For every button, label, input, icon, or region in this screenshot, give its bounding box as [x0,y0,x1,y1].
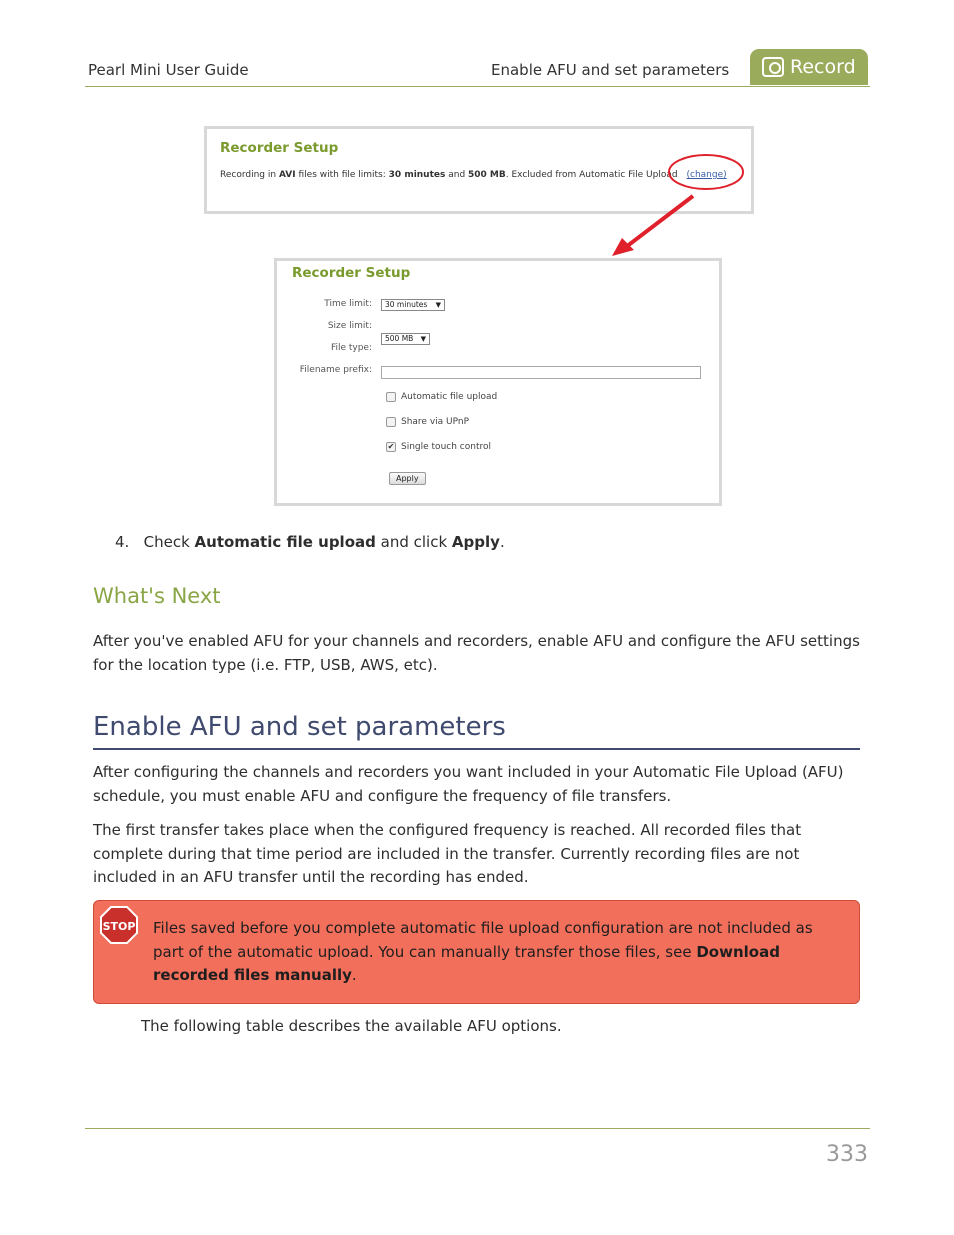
filename-prefix-label: Filename prefix: [299,365,372,375]
size-limit-label: Size limit: [327,321,372,331]
time-limit-label: Time limit: [324,299,372,309]
guide-title: Pearl Mini User Guide [88,61,249,79]
form-panel-title: Recorder Setup [292,265,411,281]
afu-checkbox-label: Automatic file upload [401,392,498,402]
footer-rule [85,1128,870,1129]
filename-prefix-input[interactable] [381,366,701,379]
record-tab-label: Record [790,56,856,78]
section-title: Enable AFU and set parameters [491,61,730,79]
single-touch-checkbox[interactable] [386,442,396,452]
section-heading-rule [93,748,860,750]
whats-next-paragraph: After you've enabled AFU for your channels and recorders, enable AFU and configure the AFU settings for the location type (i.e. FTP, USB, AWS, etc). [93,632,860,674]
file-type-label: File type: [330,343,372,353]
time-limit-select[interactable]: 30 minutes ▼ [381,299,445,311]
recorder-setup-form-panel [274,258,722,506]
dropdown-arrow-icon: ▼ [420,335,426,343]
page-number: 333 [826,1142,868,1167]
upnp-checkbox[interactable] [386,417,396,427]
step-4: 4. Check Automatic file upload and click Apply. [115,533,505,551]
checkmark-icon: ✔ [387,442,395,451]
dropdown-arrow-icon: ▼ [435,301,441,309]
section-paragraph-1: After configuring the channels and recorders you want included in your Automatic File Upload (AFU) schedule, you must enable AFU and configure the frequency of file transfers. [93,763,844,805]
header-rule [85,86,870,87]
whats-next-heading: What's Next [93,584,221,608]
svg-text:STOP: STOP [102,920,136,933]
callout-arrow-icon [600,150,760,260]
record-tab [750,49,868,85]
record-icon [762,57,784,77]
section-paragraph-2: The first transfer takes place when the configured frequency is reached. All recorded files that complete during that time period are included in the transfer. Currently recording files are not included in an AFU transfer until the recording has ended. [93,821,802,886]
summary-panel-title: Recorder Setup [220,140,339,156]
section-heading: Enable AFU and set parameters [93,712,506,742]
size-limit-select[interactable]: 500 MB ▼ [381,333,430,345]
download-recorded-files-link[interactable]: Download recorded files manually [153,942,780,984]
apply-button[interactable]: Apply [389,472,426,485]
stop-sign-icon [99,905,139,945]
change-link[interactable]: (change) [686,170,727,180]
single-touch-checkbox-label: Single touch control [401,442,491,452]
table-intro: The following table describes the available AFU options. [141,1017,562,1035]
upnp-checkbox-label: Share via UPnP [401,417,470,427]
summary-text: Recording in AVI files with file limits: 30 minutes and 500 MB. Excluded from Automatic File Upload (change) [220,170,727,180]
warning-text: Files saved before you complete automatic file upload configuration are not included as part of the automatic upload. You can manually transfer those files, see Download recorded files manually. [153,919,813,984]
afu-checkbox[interactable] [386,392,396,402]
